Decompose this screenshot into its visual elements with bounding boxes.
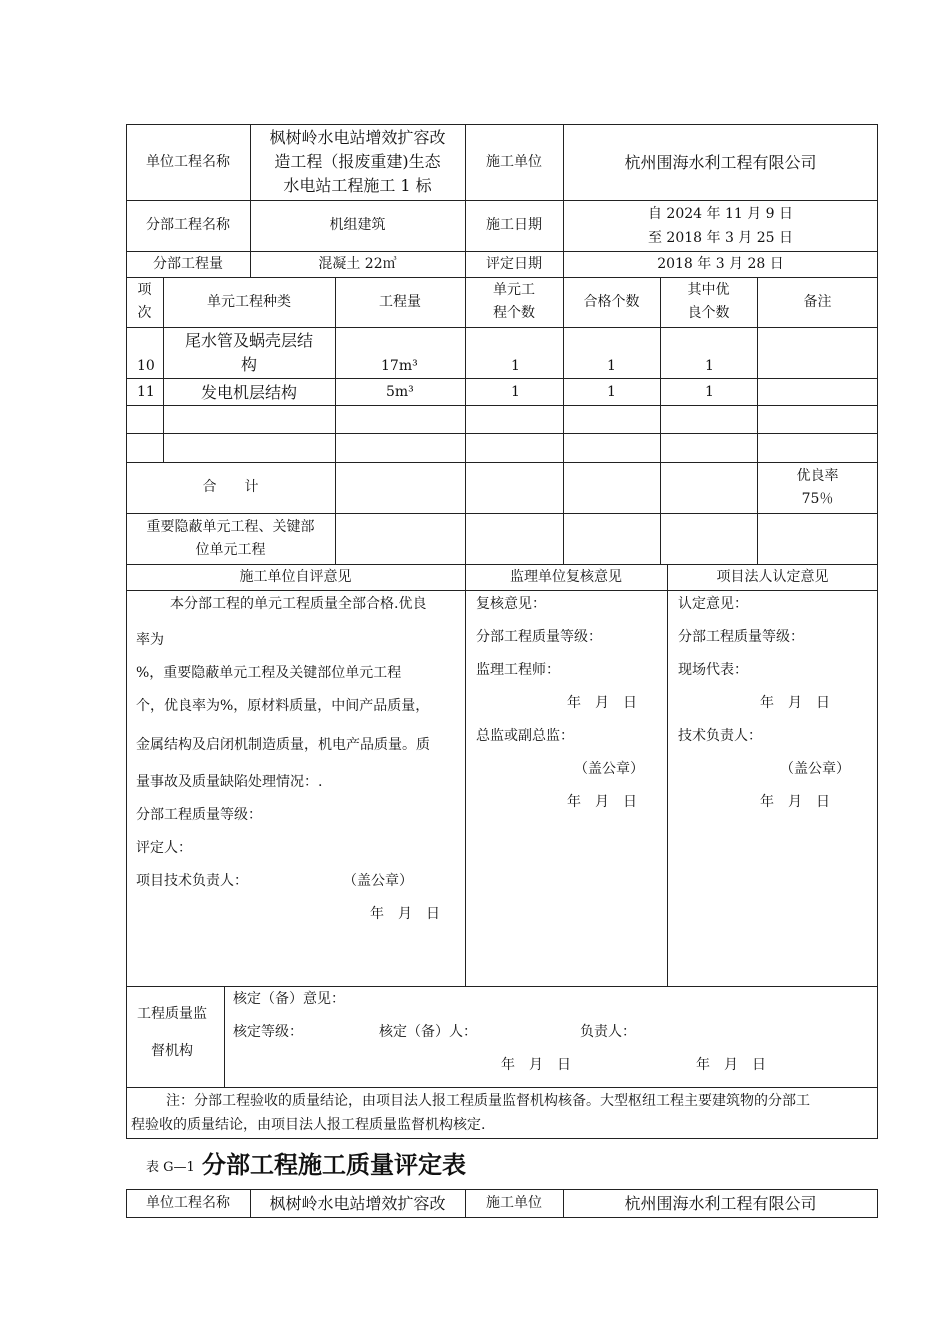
seal-label: （盖公章） — [780, 761, 850, 777]
supervision-line: 分部工程质量等级： — [476, 629, 602, 645]
quantity-value: 混凝土 22㎥ — [318, 255, 397, 272]
date-blank: 年 月 日 — [760, 794, 830, 810]
grid-line — [465, 564, 466, 986]
date-blank: 年 月 日 — [567, 695, 637, 711]
owner-header: 项目法人认定意见 — [716, 568, 829, 585]
row-no: 11 — [137, 384, 155, 400]
form-number: 表 G—1 — [146, 1160, 195, 1175]
agency-checker: 核定（备）人： — [379, 1024, 477, 1040]
agency-grade: 核定等级： — [233, 1024, 303, 1040]
row-units: 1 — [511, 384, 520, 400]
unit-project-label: 单位工程名称 — [146, 1195, 230, 1211]
construction-unit-value: 杭州围海水利工程有限公司 — [624, 152, 817, 172]
seal-label: （盖公章） — [574, 761, 644, 777]
grid-line — [667, 564, 668, 986]
self-eval-line: 率为 — [136, 632, 164, 648]
unit-project-value: 枫树岭水电站增效扩容改 — [269, 1194, 446, 1213]
self-eval-line: 量事故及质量缺陷处理情况：. — [136, 774, 323, 790]
self-eval-header: 施工单位自评意见 — [239, 568, 352, 585]
col-excellent: 其中优 良个数 — [687, 282, 730, 321]
row-unit-type: 尾水管及蜗壳层结 构 — [184, 331, 313, 374]
subproject-label: 分部工程名称 — [146, 217, 230, 233]
agency-label: 督机构 — [151, 1043, 193, 1059]
date-blank: 年 月 日 — [501, 1057, 571, 1073]
self-eval-line: 个，优良率为%，原材料质量，中间产品质量， — [136, 698, 430, 714]
construction-unit-value: 杭州围海水利工程有限公司 — [624, 1194, 817, 1213]
row-qualified: 1 — [607, 358, 616, 374]
grid-line — [126, 405, 878, 406]
grid-line — [126, 986, 878, 987]
construction-date-label: 施工日期 — [486, 217, 542, 233]
agency-opinion: 核定（备）意见： — [233, 991, 345, 1007]
self-eval-line: 项目技术负责人： — [136, 873, 248, 889]
self-eval-line: 金属结构及启闭机制造质量，机电产品质量。质 — [136, 737, 430, 753]
supervision-line: 监理工程师： — [476, 662, 560, 678]
total-label: 合 计 — [202, 479, 259, 495]
grid-line — [224, 986, 225, 1087]
row-units: 1 — [511, 358, 520, 374]
date-blank: 年 月 日 — [760, 695, 830, 711]
col-unit-count: 单元工 程个数 — [493, 282, 535, 321]
quantity-label: 分部工程量 — [153, 255, 223, 272]
grid-line — [126, 1087, 878, 1088]
date-from: 自 2024 年 11 月 9 日 — [647, 205, 794, 222]
construction-date-value — [563, 200, 878, 251]
date-blank: 年 月 日 — [696, 1057, 766, 1073]
seal-label: （盖公章） — [343, 873, 413, 889]
date-blank: 年 月 日 — [370, 906, 440, 922]
self-eval-line: 评定人： — [136, 840, 192, 856]
row-quantity: 5m³ — [386, 384, 414, 400]
page-title: 分部工程施工质量评定表 — [202, 1151, 466, 1179]
owner-line: 分部工程质量等级： — [678, 629, 804, 645]
self-eval-line: %，重要隐蔽单元工程及关键部位单元工程 — [136, 665, 402, 681]
unit-project-value: 枫树岭水电站增效扩容改 造工程（报废重建)生态 水电站工程施工 1 标 — [269, 128, 446, 195]
col-quantity: 工程量 — [379, 293, 421, 310]
self-eval-line: 本分部工程的单元工程质量全部合格.优良 — [170, 596, 427, 612]
col-unit-type: 单元工程种类 — [207, 293, 291, 310]
unit-project-label: 单位工程名称 — [146, 153, 230, 170]
owner-line: 现场代表： — [678, 662, 748, 678]
owner-line: 认定意见： — [678, 596, 748, 612]
tech-lead: 技术负责人： — [678, 728, 762, 744]
note-line: 程验收的质量结论，由项目法人报工程质量监督机构核定. — [131, 1117, 486, 1133]
agency-responsible: 负责人： — [580, 1024, 636, 1040]
row-no: 10 — [137, 358, 155, 374]
chief-supervisor: 总监或副总监： — [476, 728, 574, 744]
note-line: 注：分部工程验收的质量结论，由项目法人报工程质量监督机构核备。大型枢纽工程主要建筑物的分部工 — [166, 1093, 810, 1109]
grid-line — [126, 590, 878, 591]
row-quantity: 17m³ — [381, 358, 418, 374]
construction-unit-label: 施工单位 — [486, 153, 542, 170]
row-excellent: 1 — [705, 358, 714, 374]
date-to: 至 2018 年 3 月 25 日 — [647, 229, 794, 246]
agency-label: 工程质量监 — [137, 1006, 207, 1022]
excellent-rate: 优良率 75％ — [796, 467, 839, 507]
supervision-line: 复核意见： — [476, 596, 546, 612]
supervision-header: 监理单位复核意见 — [510, 568, 622, 585]
col-qualified: 合格个数 — [583, 293, 640, 310]
key-units-label: 重要隐蔽单元工程、关键部 位单元工程 — [146, 518, 315, 558]
date-blank: 年 月 日 — [567, 794, 637, 810]
row-excellent: 1 — [705, 384, 714, 400]
col-no: 项 次 — [137, 282, 152, 321]
self-eval-line: 分部工程质量等级： — [136, 807, 262, 823]
subproject-value: 机组建筑 — [329, 217, 386, 233]
eval-date-label: 评定日期 — [486, 255, 542, 272]
row-unit-type: 发电机层结构 — [200, 382, 297, 402]
grid-line — [126, 433, 878, 434]
eval-date-value: 2018 年 3 月 28 日 — [657, 255, 784, 272]
col-note: 备注 — [803, 293, 832, 310]
construction-unit-label: 施工单位 — [486, 1195, 542, 1211]
row-qualified: 1 — [607, 384, 616, 400]
